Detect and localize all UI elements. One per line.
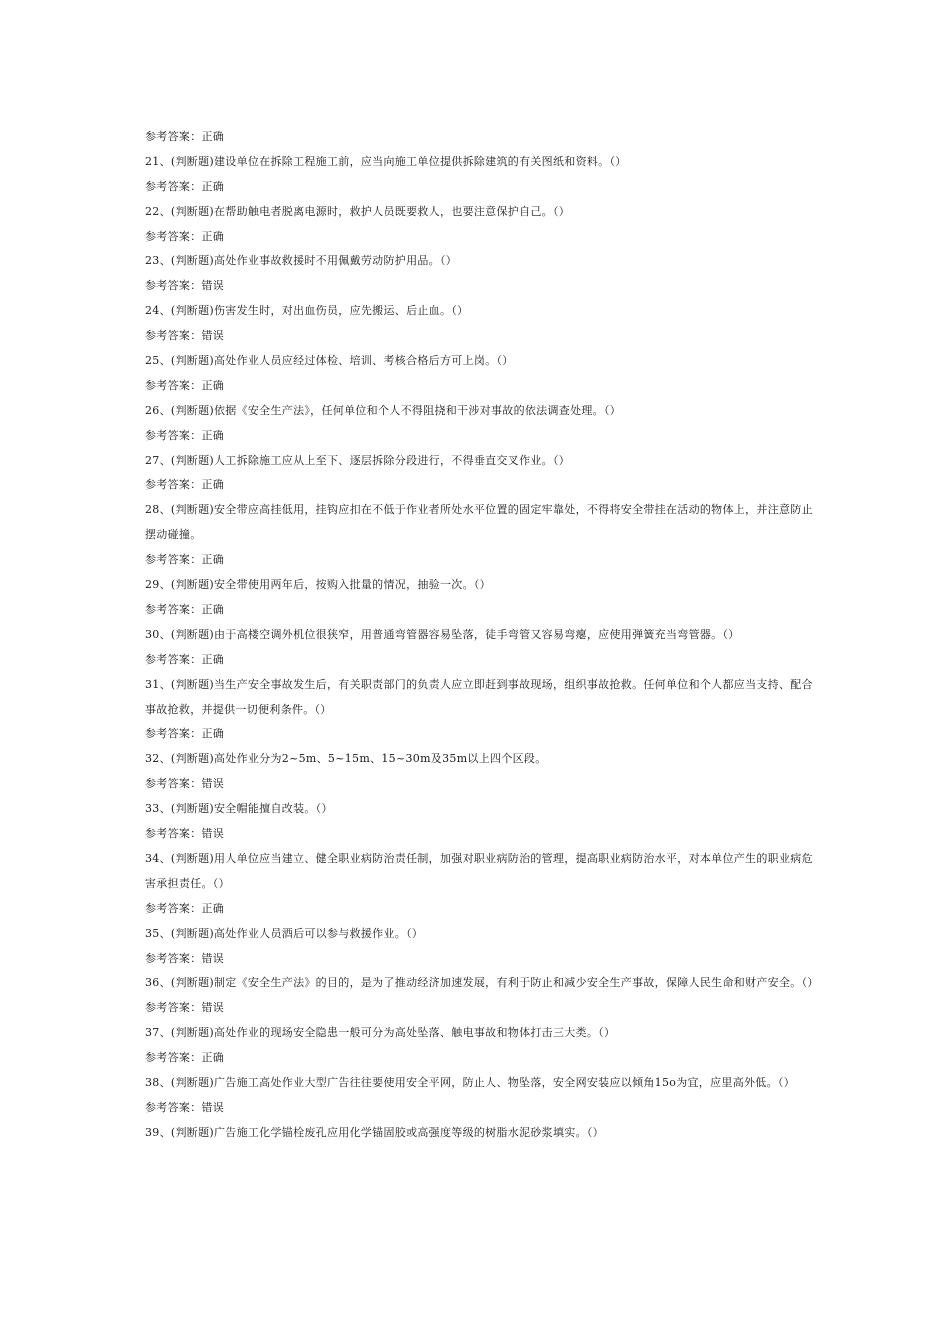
answer-30: 参考答案：正确 bbox=[145, 652, 225, 666]
question-31: 31、(判断题)当生产安全事故发生后，有关职责部门的负责人应立即赶到事故现场，组织事故抢救。任何单位和个人都应当支持、配合事故抢救，并提供一切便利条件。（） bbox=[145, 677, 813, 716]
answer-27: 参考答案：正确 bbox=[145, 478, 225, 492]
question-21: 21、(判断题)建设单位在拆除工程施工前，应当向施工单位提供拆除建筑的有关图纸和资料。（） bbox=[145, 154, 627, 168]
question-33: 33、(判断题)安全帽能擅自改装。（） bbox=[145, 802, 333, 816]
question-27: 27、(判断题)人工拆除施工应从上至下、逐层拆除分段进行，不得垂直交叉作业。（） bbox=[145, 453, 571, 467]
answer-22: 参考答案：正确 bbox=[145, 229, 225, 243]
answer-25: 参考答案：正确 bbox=[145, 378, 225, 392]
answer-31: 参考答案：正确 bbox=[145, 727, 225, 741]
answer-24: 参考答案：错误 bbox=[145, 329, 225, 343]
question-37: 37、(判断题)高处作业的现场安全隐患一般可分为高处坠落、触电事故和物体打击三大类。（） bbox=[145, 1026, 616, 1040]
answer-32: 参考答案：错误 bbox=[145, 777, 225, 791]
question-25: 25、(判断题)高处作业人员应经过体检、培训、考核合格后方可上岗。（） bbox=[145, 354, 514, 368]
answer-38: 参考答案：错误 bbox=[145, 1100, 225, 1114]
answer-line: 参考答案：正确 bbox=[145, 130, 225, 143]
question-39: 39、(判断题)广告施工化学锚栓废孔应用化学锚固胶或高强度等级的树脂水泥砂浆填实。（） bbox=[145, 1125, 604, 1139]
question-24: 24、(判断题)伤害发生时，对出血伤员，应先搬运、后止血。（） bbox=[145, 304, 469, 318]
question-35: 35、(判断题)高处作业人员酒后可以参与救援作业。（） bbox=[145, 926, 424, 940]
question-30: 30、(判断题)由于高楼空调外机位很狭窄，用普通弯管器容易坠落，徒手弯管又容易弯瘪，应使用弹簧充当弯管器。（） bbox=[145, 627, 740, 641]
question-28: 28、(判断题)安全带应高挂低用，挂钩应扣在不低于作业者所处水平位置的固定牢靠处，不得将安全带挂在活动的物体上，并注意防止摆动碰撞。 bbox=[145, 503, 813, 542]
question-23: 23、(判断题)高处作业事故救援时不用佩戴劳动防护用品。（） bbox=[145, 254, 458, 268]
answer-21: 参考答案：正确 bbox=[145, 179, 225, 193]
question-22: 22、(判断题)在帮助触电者脱离电源时，救护人员既要救人，也要注意保护自己。（） bbox=[145, 204, 571, 218]
answer-37: 参考答案：正确 bbox=[145, 1051, 225, 1065]
answer-28: 参考答案：正确 bbox=[145, 553, 225, 567]
document-page bbox=[145, 125, 819, 1146]
question-29: 29、(判断题)安全带使用两年后，按购入批量的情况，抽验一次。（） bbox=[145, 578, 491, 592]
answer-26: 参考答案：正确 bbox=[145, 428, 225, 442]
question-26: 26、(判断题)依据《安全生产法》，任何单位和个人不得阻挠和干涉对事故的依法调查处理。（） bbox=[145, 403, 622, 417]
answer-33: 参考答案：错误 bbox=[145, 827, 225, 841]
question-32: 32、(判断题)高处作业分为2~5m、5~15m、15~30m及35m以上四个区段。 bbox=[145, 752, 547, 766]
answer-35: 参考答案：错误 bbox=[145, 951, 225, 965]
answer-34: 参考答案：正确 bbox=[145, 901, 225, 915]
question-34: 34、(判断题)用人单位应当建立、健全职业病防治责任制，加强对职业病防治的管理，提高职业病防治水平，对本单位产生的职业病危害承担责任。（） bbox=[145, 851, 813, 890]
question-36: 36、(判断题)制定《安全生产法》的目的，是为了推动经济加速发展，有利于防止和减少安全生产事故，保障人民生命和财产安全。（） bbox=[145, 976, 819, 990]
answer-29: 参考答案：正确 bbox=[145, 602, 225, 616]
question-38: 38、(判断题)广告施工高处作业大型广告往往要使用安全平网，防止人、物坠落，安全网安装应以倾角15o为宜，应里高外低。（） bbox=[145, 1075, 795, 1089]
answer-23: 参考答案：错误 bbox=[145, 279, 225, 293]
answer-36: 参考答案：错误 bbox=[145, 1001, 225, 1015]
